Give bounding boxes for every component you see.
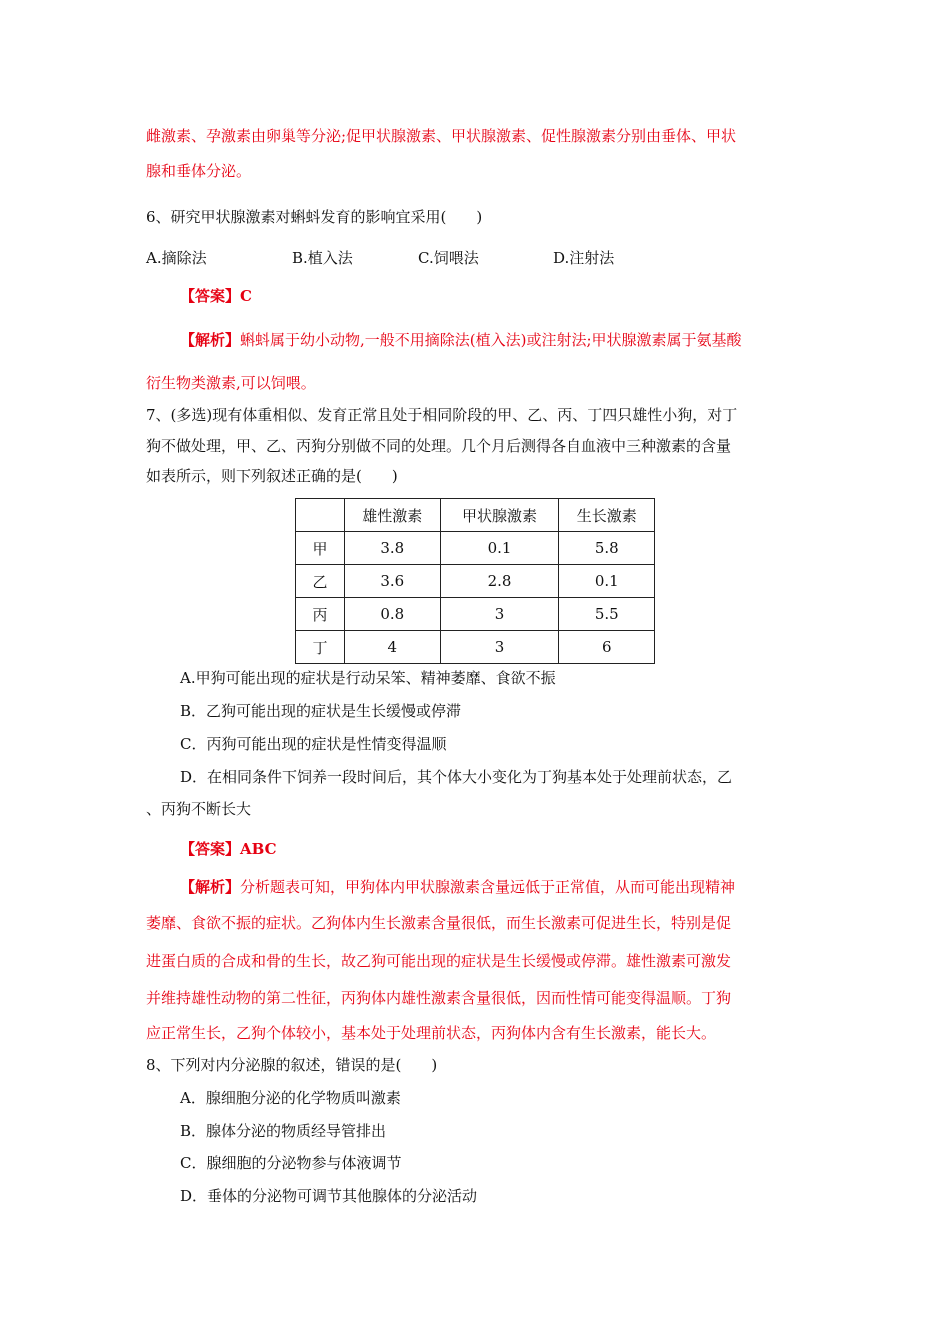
q7-explanation-line-3: 进蛋白质的合成和骨的生长，故乙狗可能出现的症状是生长缓慢或停滞。雄性激素可激发	[146, 952, 732, 970]
q6-answer-tag: 【答案】	[180, 287, 241, 305]
q7-explanation-line-1	[180, 877, 735, 897]
table-row	[296, 565, 655, 598]
q6-option-d: D.注射法	[553, 249, 615, 267]
q7-answer-value: ABC	[240, 840, 277, 858]
table-row	[296, 598, 655, 631]
q7-explanation-line-4: 并维持雄性动物的第二性征，丙狗体内雄性激素含量很低，因而性情可能变得温顺。丁狗	[146, 989, 732, 1007]
q8-stem: 8、下列对内分泌腺的叙述，错误的是( )	[146, 1056, 438, 1074]
q7-option-d-line-2: 、丙狗不断长大	[146, 800, 252, 818]
q6-explanation-line-2: 衍生物类激素,可以饲喂。	[146, 374, 316, 392]
q7-stem-line-2: 狗不做处理，甲、乙、丙狗分别做不同的处理。几个月后测得各自血液中三种激素的含量	[146, 437, 732, 455]
table-header-cell: 甲状腺激素	[440, 499, 559, 532]
q6-option-c: C.饲喂法	[418, 249, 479, 267]
table-cell: 3.8	[345, 532, 441, 565]
table-cell: 3	[440, 631, 559, 664]
q7-explanation-text-1: 分析题表可知，甲狗体内甲状腺激素含量远低于正常值，从而可能出现精神	[240, 878, 736, 896]
q8-option-b: B．腺体分泌的物质经导管排出	[180, 1122, 387, 1140]
q7-explanation-line-2: 萎靡、食欲不振的症状。乙狗体内生长激素含量很低，而生长激素可促进生长，特别是促	[146, 914, 732, 932]
table-header-row	[296, 499, 655, 532]
prev-explanation-line-2: 腺和垂体分泌。	[146, 162, 252, 180]
table-cell: 4	[345, 631, 441, 664]
q6-answer	[180, 286, 252, 306]
table-header-cell: 雄性激素	[345, 499, 441, 532]
table-cell: 3.6	[345, 565, 441, 598]
q7-option-a: A.甲狗可能出现的症状是行动呆笨、精神萎靡、食欲不振	[180, 669, 556, 687]
q6-explanation-text-1: 蝌蚪属于幼小动物,一般不用摘除法(植入法)或注射法;甲状腺激素属于氨基酸	[240, 331, 742, 349]
table-cell: 3	[440, 598, 559, 631]
q7-explanation-line-5: 应正常生长，乙狗个体较小，基本处于处理前状态，丙狗体内含有生长激素，能长大。	[146, 1024, 717, 1042]
q6-explanation-tag: 【解析】	[180, 331, 241, 349]
table-cell: 甲	[296, 532, 345, 565]
prev-explanation-line-1: 雌激素、孕激素由卵巢等分泌;促甲状腺激素、甲状腺激素、促性腺激素分别由垂体、甲状	[146, 127, 737, 145]
q8-option-a: A．腺细胞分泌的化学物质叫激素	[180, 1089, 401, 1107]
q7-option-c: C．丙狗可能出现的症状是性情变得温顺	[180, 735, 447, 753]
table-cell: 6	[559, 631, 655, 664]
q8-option-c: C．腺细胞的分泌物参与体液调节	[180, 1154, 402, 1172]
hormone-table	[295, 498, 655, 664]
q6-stem: 6、研究甲状腺激素对蝌蚪发育的影响宜采用( )	[146, 208, 483, 226]
q7-stem-line-1: 7、(多选)现有体重相似、发育正常且处于相同阶段的甲、乙、丙、丁四只雄性小狗，对丁	[146, 406, 738, 424]
q7-answer	[180, 839, 277, 859]
q6-explanation-line-1	[180, 330, 742, 350]
q7-option-d-line-1: D．在相同条件下饲养一段时间后，其个体大小变化为丁狗基本处于处理前状态，乙	[180, 768, 733, 786]
table-row	[296, 631, 655, 664]
table-cell: 丙	[296, 598, 345, 631]
table-header-cell	[296, 499, 345, 532]
table-cell: 5.8	[559, 532, 655, 565]
table-cell: 0.8	[345, 598, 441, 631]
q6-option-a: A.摘除法	[146, 249, 207, 267]
table-cell: 0.1	[559, 565, 655, 598]
q6-option-b: B.植入法	[292, 249, 353, 267]
q7-option-b: B．乙狗可能出现的症状是生长缓慢或停滞	[180, 702, 462, 720]
q8-option-d: D．垂体的分泌物可调节其他腺体的分泌活动	[180, 1187, 478, 1205]
q7-stem-line-3: 如表所示，则下列叙述正确的是( )	[146, 467, 398, 485]
table-cell: 5.5	[559, 598, 655, 631]
table-cell: 乙	[296, 565, 345, 598]
table-row	[296, 532, 655, 565]
table-header-cell: 生长激素	[559, 499, 655, 532]
table-cell: 0.1	[440, 532, 559, 565]
q6-answer-value: C	[240, 287, 252, 305]
q7-answer-tag: 【答案】	[180, 840, 241, 858]
q7-explanation-tag: 【解析】	[180, 878, 241, 896]
table-cell: 丁	[296, 631, 345, 664]
table-cell: 2.8	[440, 565, 559, 598]
